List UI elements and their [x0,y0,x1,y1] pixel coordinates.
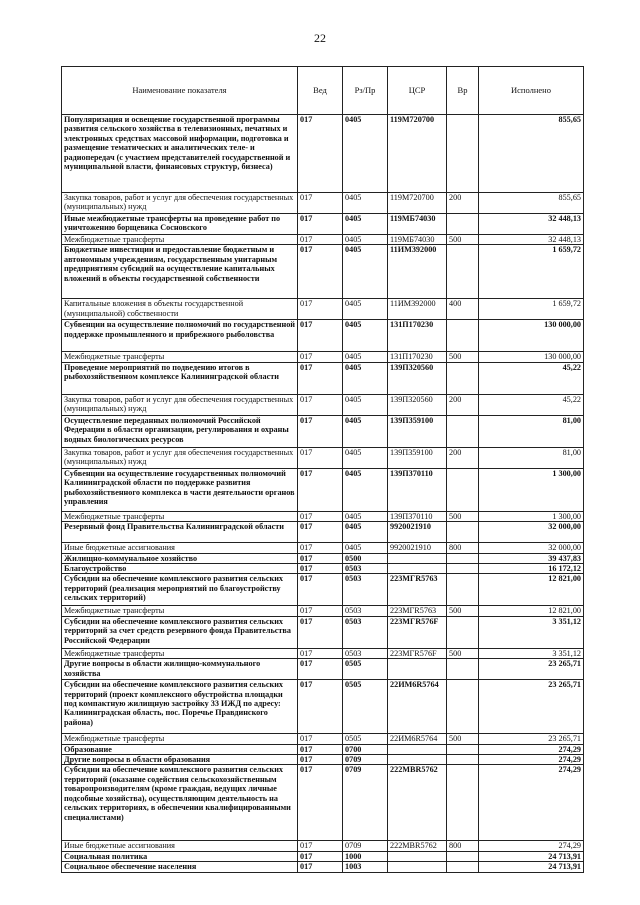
row-vr: 800 [447,543,479,553]
row-vr [447,415,479,447]
row-rzpr: 0505 [343,734,388,744]
row-vr [447,574,479,606]
row-ved: 017 [298,115,343,193]
row-executed: 24 713,91 [479,851,584,861]
row-name: Капитальные вложения в объекты государственной (муниципальной) собственности [62,299,298,320]
row-rzpr: 0405 [343,245,388,299]
row-rzpr: 0503 [343,564,388,574]
row-vr [447,468,479,511]
row-executed: 130 000,00 [479,352,584,362]
row-csr [388,659,447,680]
row-vr [447,115,479,193]
row-name: Субсидии на обеспечение комплексного развития сельских территорий за счет средств резервного фонда Правительства Российской Федерации [62,616,298,648]
row-rzpr: 0405 [343,415,388,447]
row-vr: 500 [447,235,479,245]
page-number: 22 [314,31,326,45]
row-name: Субсидии на обеспечение комплексного развития сельских территорий (реализация мероприятий по благоустройству сельских территорий) [62,574,298,606]
row-vr [447,214,479,235]
row-executed: 1 300,00 [479,468,584,511]
row-name: Иные межбюджетные трансферты на проведение работ по уничтожению борщевика Сосновского [62,214,298,235]
row-rzpr: 0503 [343,648,388,658]
row-executed: 16 172,12 [479,564,584,574]
row-name: Другие вопросы в области образования [62,755,298,765]
table-row [62,841,584,851]
row-ved: 017 [298,841,343,851]
row-executed: 32 448,13 [479,235,584,245]
row-csr: 119М720700 [388,193,447,214]
row-ved: 017 [298,235,343,245]
row-vr: 500 [447,352,479,362]
row-rzpr: 0405 [343,299,388,320]
row-ved: 017 [298,299,343,320]
row-vr [447,564,479,574]
row-rzpr: 0500 [343,553,388,563]
row-csr: 22ИМ6R5764 [388,680,447,734]
row-executed: 32 000,00 [479,522,584,543]
row-name: Социальная политика [62,851,298,861]
header-rzpr: Рз/Пр [343,67,388,115]
row-vr [447,680,479,734]
row-csr: 9920021910 [388,543,447,553]
row-csr: 131П170230 [388,320,447,352]
row-ved: 017 [298,511,343,521]
row-name: Закупка товаров, работ и услуг для обеспечения государственных (муниципальных) нужд [62,193,298,214]
table-row [62,765,584,841]
row-csr [388,755,447,765]
row-ved: 017 [298,468,343,511]
row-vr [447,851,479,861]
row-name: Субсидии на обеспечение комплексного развития сельских территорий (оказание содействия сельскохозяйственным товаропроизводителям (кроме граждан, ведущих личные подсобные хозяйства), осуществляющим деятельность на сельских территориях, в обеспечении квалифицированными специалистами) [62,765,298,841]
row-vr: 200 [447,394,479,415]
row-ved: 017 [298,394,343,415]
row-csr: 11ИМ392000 [388,299,447,320]
row-vr [447,755,479,765]
table-row [62,755,584,765]
row-rzpr: 0709 [343,765,388,841]
row-name: Иные бюджетные ассигнования [62,543,298,553]
row-vr [447,522,479,543]
row-rzpr: 0505 [343,659,388,680]
table-row [62,245,584,299]
table-row [62,415,584,447]
row-rzpr: 0405 [343,511,388,521]
row-name: Межбюджетные трансферты [62,734,298,744]
row-csr: 11ИМ392000 [388,245,447,299]
row-ved: 017 [298,352,343,362]
row-name: Другие вопросы в области жилищно-коммунального хозяйства [62,659,298,680]
row-ved: 017 [298,851,343,861]
row-ved: 017 [298,734,343,744]
row-rzpr: 0405 [343,468,388,511]
row-ved: 017 [298,616,343,648]
row-name: Осуществление переданных полномочий Российской Федерации в области организации, регулирования и охраны водных биологических ресурсов [62,415,298,447]
row-rzpr: 1000 [343,851,388,861]
table-row [62,522,584,543]
row-csr: 139П359100 [388,447,447,468]
table-row [62,862,584,872]
row-name: Закупка товаров, работ и услуг для обеспечения государственных (муниципальных) нужд [62,447,298,468]
table-row [62,648,584,658]
row-executed: 12 821,00 [479,574,584,606]
row-name: Закупка товаров, работ и услуг для обеспечения государственных (муниципальных) нужд [62,394,298,415]
row-vr [447,245,479,299]
row-vr: 500 [447,511,479,521]
row-executed: 45,22 [479,394,584,415]
row-name: Социальное обеспечение населения [62,862,298,872]
row-csr: 119МБ74030 [388,235,447,245]
row-executed: 274,29 [479,765,584,841]
row-executed: 45,22 [479,362,584,394]
table-row [62,659,584,680]
row-name: Благоустройство [62,564,298,574]
table-row [62,851,584,861]
row-executed: 274,29 [479,755,584,765]
row-csr: 9920021910 [388,522,447,543]
row-csr: 119М720700 [388,115,447,193]
table-row [62,543,584,553]
row-rzpr: 0405 [343,193,388,214]
row-csr: 222МВR5762 [388,841,447,851]
row-vr: 200 [447,193,479,214]
row-vr: 800 [447,841,479,851]
table-body [62,115,584,873]
row-rzpr: 0700 [343,744,388,754]
row-vr [447,744,479,754]
row-ved: 017 [298,765,343,841]
row-ved: 017 [298,415,343,447]
row-vr: 500 [447,734,479,744]
table-row [62,564,584,574]
row-name: Субвенции на осуществление полномочий по государственной поддержке промышленного и прибрежного рыболовства [62,320,298,352]
row-executed: 1 659,72 [479,245,584,299]
table-row [62,744,584,754]
header-vr: Вр [447,67,479,115]
row-vr [447,616,479,648]
row-vr [447,765,479,841]
row-csr: 119МБ74030 [388,214,447,235]
table-row [62,468,584,511]
table-row [62,362,584,394]
table-row [62,680,584,734]
row-csr [388,564,447,574]
row-ved: 017 [298,574,343,606]
row-executed: 1 300,00 [479,511,584,521]
row-rzpr: 0503 [343,574,388,606]
table-row [62,574,584,606]
table-row [62,214,584,235]
row-csr: 139П359100 [388,415,447,447]
row-ved: 017 [298,659,343,680]
row-ved: 017 [298,744,343,754]
row-csr [388,851,447,861]
header-csr: ЦСР [388,67,447,115]
row-ved: 017 [298,648,343,658]
row-ved: 017 [298,362,343,394]
row-ved: 017 [298,755,343,765]
table-row [62,299,584,320]
row-rzpr: 0709 [343,841,388,851]
row-ved: 017 [298,543,343,553]
row-csr: 223МГR5763 [388,606,447,616]
row-ved: 017 [298,447,343,468]
row-csr: 22ИМ6R5764 [388,734,447,744]
row-csr [388,744,447,754]
row-rzpr: 0405 [343,394,388,415]
row-executed: 81,00 [479,415,584,447]
row-name: Жилищно-коммунальное хозяйство [62,553,298,563]
row-executed: 274,29 [479,744,584,754]
row-vr [447,320,479,352]
row-name: Межбюджетные трансферты [62,606,298,616]
row-executed: 274,29 [479,841,584,851]
row-rzpr: 0505 [343,680,388,734]
row-rzpr: 0405 [343,214,388,235]
row-rzpr: 0405 [343,543,388,553]
row-name: Проведение мероприятий по подведению итогов в рыбохозяйственном комплексе Калининградской области [62,362,298,394]
table-row [62,320,584,352]
table-row [62,606,584,616]
row-rzpr: 1003 [343,862,388,872]
table-row [62,734,584,744]
row-vr: 400 [447,299,479,320]
row-executed: 12 821,00 [479,606,584,616]
row-executed: 3 351,12 [479,648,584,658]
row-name: Субвенции на осуществление государственных полномочий Калининградской области по поддержке развития рыбохозяйственного комплекса в части деятельности органов управления [62,468,298,511]
row-name: Иные бюджетные ассигнования [62,841,298,851]
header-executed: Исполнено [479,67,584,115]
row-executed: 24 713,91 [479,862,584,872]
row-rzpr: 0405 [343,522,388,543]
row-ved: 017 [298,245,343,299]
row-ved: 017 [298,862,343,872]
row-vr [447,862,479,872]
row-rzpr: 0405 [343,235,388,245]
table-row [62,447,584,468]
row-rzpr: 0405 [343,447,388,468]
row-vr [447,659,479,680]
row-vr [447,362,479,394]
row-rzpr: 0709 [343,755,388,765]
table-row [62,394,584,415]
row-executed: 3 351,12 [479,616,584,648]
row-name: Субсидии на обеспечение комплексного развития сельских территорий (проект комплексного обустройства площадки под компактную жилищную застройку 33 ИЖД по адресу: Калининградская область, пос. Поречье Правдинского района) [62,680,298,734]
row-csr [388,553,447,563]
row-rzpr: 0405 [343,320,388,352]
row-csr: 139П370110 [388,511,447,521]
row-csr: 223МГR5763 [388,574,447,606]
row-csr: 223МГR576F [388,648,447,658]
row-executed: 23 265,71 [479,680,584,734]
row-ved: 017 [298,522,343,543]
table-row [62,616,584,648]
row-executed: 32 448,13 [479,214,584,235]
row-executed: 32 000,00 [479,543,584,553]
row-vr: 200 [447,447,479,468]
row-executed: 855,65 [479,115,584,193]
row-executed: 23 265,71 [479,734,584,744]
row-executed: 39 437,83 [479,553,584,563]
row-csr: 139П320560 [388,394,447,415]
header-ved: Вед [298,67,343,115]
row-executed: 130 000,00 [479,320,584,352]
row-vr: 500 [447,606,479,616]
row-executed: 1 659,72 [479,299,584,320]
table-row [62,193,584,214]
table-row [62,115,584,193]
row-ved: 017 [298,193,343,214]
row-name: Популяризация и освещение государственной программы развития сельского хозяйства в телевизионных, печатных и электронных средствах массовой информации, подготовка и размещение тематических и аналитических теле- и радиопередач (с участием представителей государственной и муниципальной власти, финансовых структур, бизнеса) [62,115,298,193]
table-row [62,352,584,362]
row-vr: 500 [447,648,479,658]
row-rzpr: 0405 [343,115,388,193]
row-csr: 131П170230 [388,352,447,362]
row-csr: 223МГR576F [388,616,447,648]
row-ved: 017 [298,564,343,574]
row-name: Резервный фонд Правительства Калининградской области [62,522,298,543]
row-name: Межбюджетные трансферты [62,511,298,521]
row-ved: 017 [298,680,343,734]
row-csr: 222МВR5762 [388,765,447,841]
table-row [62,553,584,563]
table-row [62,511,584,521]
row-csr: 139П320560 [388,362,447,394]
table-row [62,235,584,245]
row-rzpr: 0503 [343,616,388,648]
table-header-row [62,67,584,115]
row-executed: 855,65 [479,193,584,214]
row-ved: 017 [298,320,343,352]
row-executed: 23 265,71 [479,659,584,680]
row-executed: 81,00 [479,447,584,468]
row-rzpr: 0503 [343,606,388,616]
row-ved: 017 [298,606,343,616]
row-csr [388,862,447,872]
row-name: Межбюджетные трансферты [62,235,298,245]
row-name: Межбюджетные трансферты [62,352,298,362]
row-rzpr: 0405 [343,362,388,394]
row-csr: 139П370110 [388,468,447,511]
budget-table [61,66,584,873]
row-name: Образование [62,744,298,754]
row-name: Бюджетные инвестиции и предоставление бюджетным и автономным учреждениям, государственным унитарным предприятиям субсидий на осуществление капитальных вложений в объекты государственной собственности [62,245,298,299]
row-ved: 017 [298,553,343,563]
row-vr [447,553,479,563]
row-rzpr: 0405 [343,352,388,362]
row-name: Межбюджетные трансферты [62,648,298,658]
row-ved: 017 [298,214,343,235]
header-name: Наименование показателя [62,67,298,115]
